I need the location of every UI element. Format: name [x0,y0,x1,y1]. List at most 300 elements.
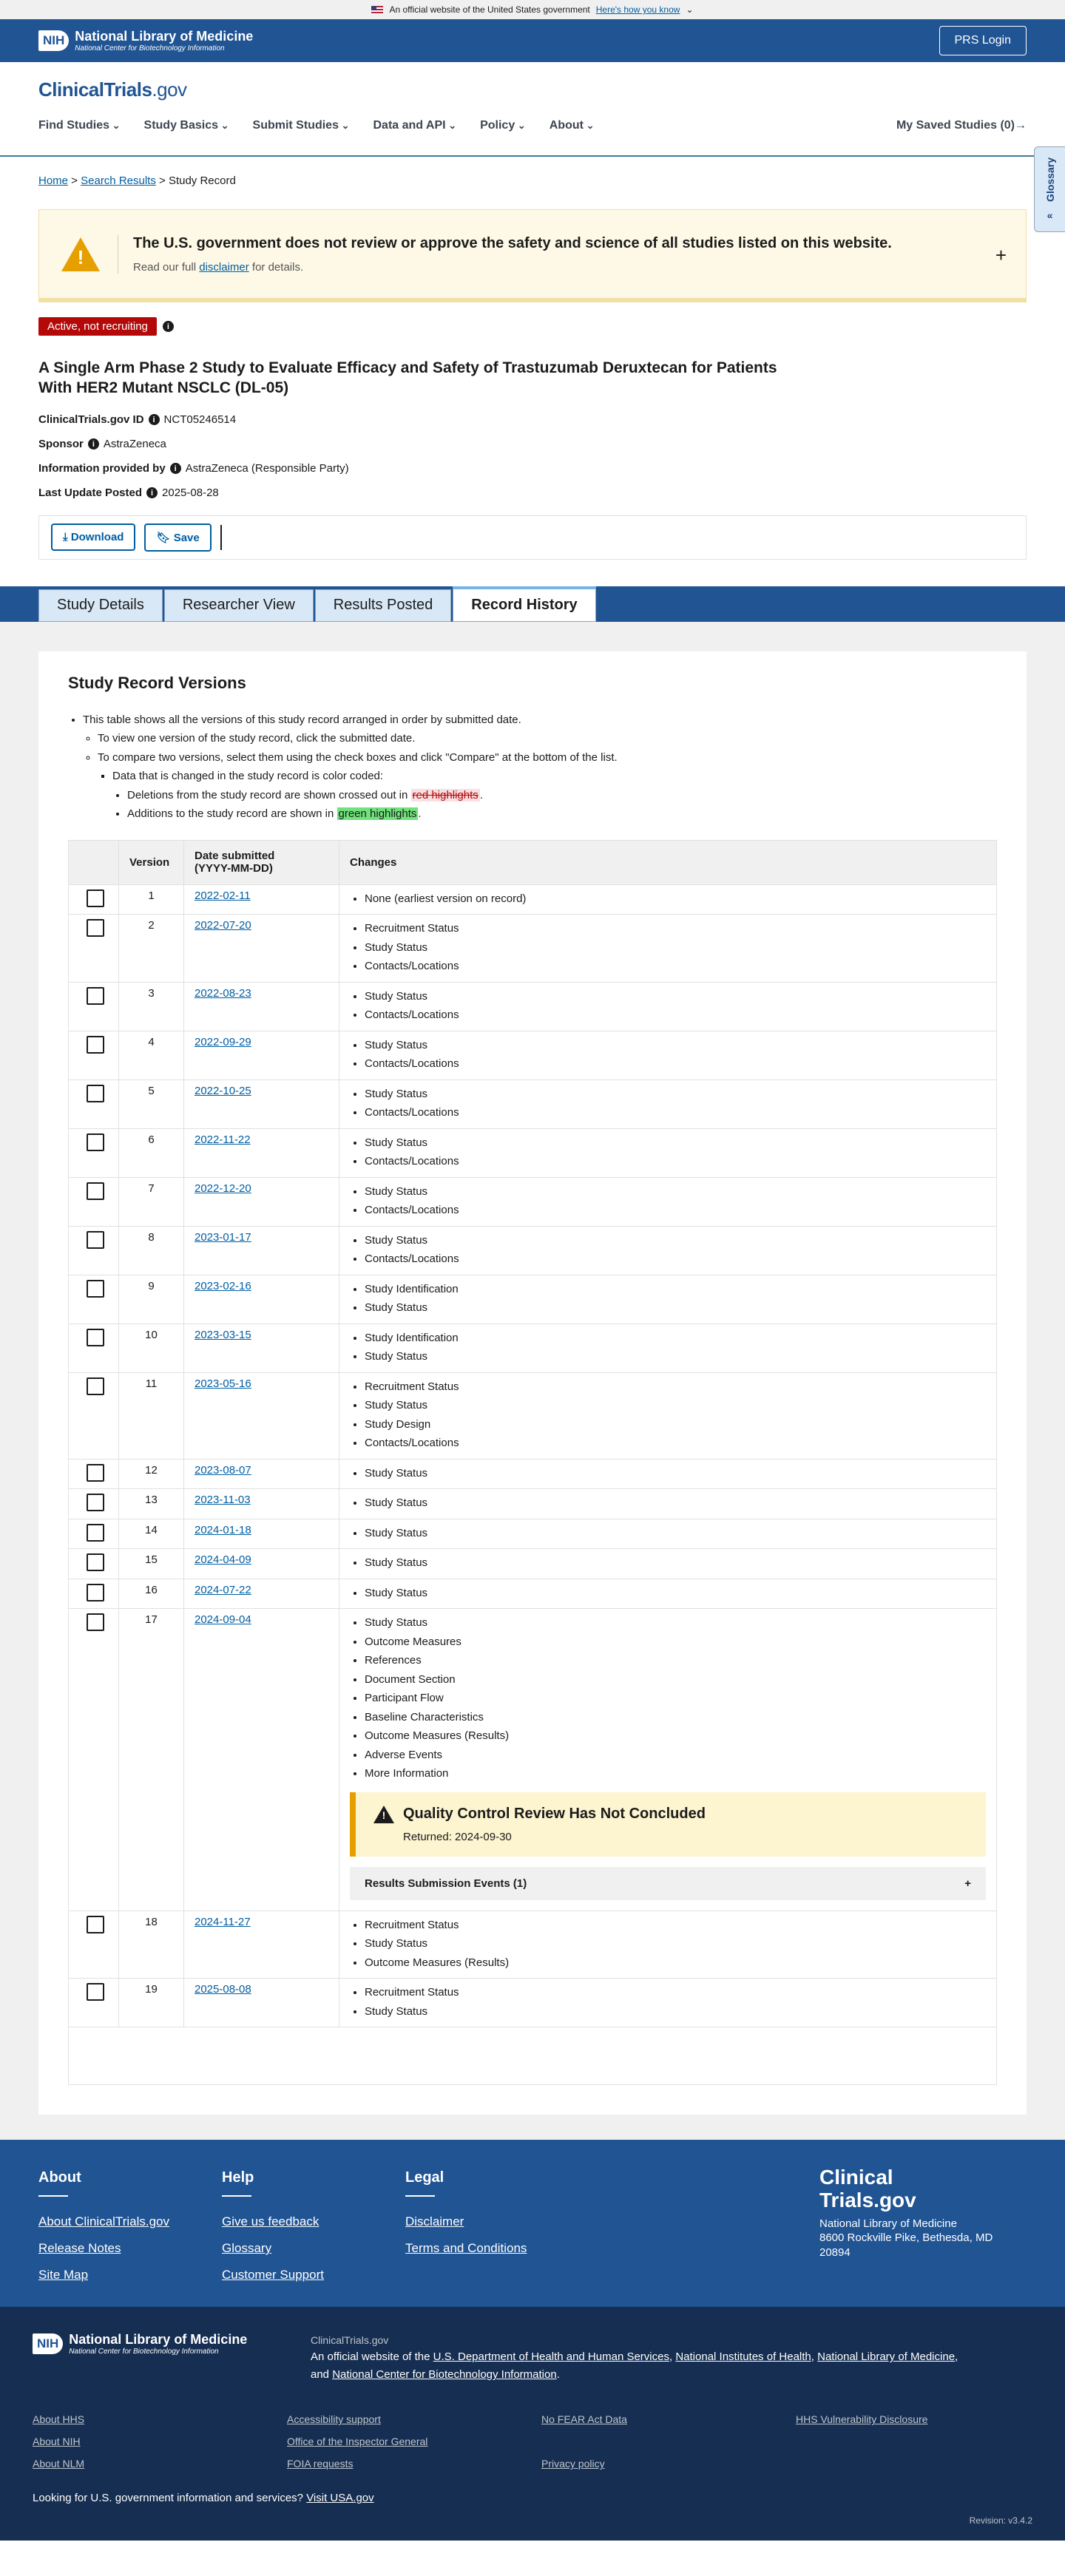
version-number: 9 [119,1275,184,1323]
change-item: • Outcome Measures (Results) [365,1953,986,1973]
footer-official-info: ClinicalTrials.gov An official website of the U.S. Department of Health and Human Services, National Institutes of Health, National Library of Medicine, and National Center for Biotechnology Information. [311,2334,958,2382]
date-cell [184,1275,339,1323]
changes-cell [339,884,997,915]
breadcrumb-search-results[interactable]: Search Results [81,174,156,187]
sponsor-label: Sponsor [38,437,84,450]
select-cell [69,982,119,1031]
disclaimer-link[interactable]: disclaimer [199,260,249,274]
changes-cell [339,1372,997,1459]
col-changes: Changes [339,840,997,884]
footer-link[interactable]: Glossary [222,2241,272,2256]
version-date-link[interactable]: 2023-08-07 [195,1463,251,1477]
compare-checkbox[interactable] [87,1085,104,1102]
version-number: 17 [119,1609,184,1911]
change-item: • Outcome Measures (Results) [365,1726,986,1746]
change-item: • Document Section [365,1670,986,1689]
select-cell [69,1519,119,1549]
date-cell [184,1128,339,1177]
select-cell [69,1459,119,1489]
change-item: • Recruitment Status [365,919,986,938]
date-cell [184,1323,339,1372]
date-cell [184,1579,339,1609]
compare-checkbox[interactable] [87,1377,104,1395]
select-cell [69,1579,119,1609]
compare-checkbox[interactable] [87,1329,104,1346]
version-number: 13 [119,1489,184,1519]
ncbi-name: National Center for Biotechnology Information [75,44,225,52]
compare-checkbox[interactable] [87,1133,104,1151]
footer-nih-logo[interactable]: NIH National Library of Medicine National Center for Biotechnology Information [33,2332,274,2356]
date-cell [184,1519,339,1549]
footer-gov-link[interactable]: FOIA requests [287,2458,354,2470]
date-cell [184,1979,339,2027]
changes-cell [339,1275,997,1323]
info-icon[interactable]: i [88,438,99,450]
action-bar [38,515,1027,560]
footer-logo-line: Clinical [819,2166,893,2189]
version-date-link[interactable]: 2024-04-09 [195,1553,251,1567]
date-cell [184,1459,339,1489]
table-row [69,1979,997,2027]
date-cell [184,1372,339,1459]
select-cell [69,1911,119,1979]
select-cell [69,1177,119,1226]
instruction-item: ▪ Data that is changed in the study record is color coded: [112,767,997,786]
compare-checkbox[interactable] [87,1613,104,1631]
col-version: Version [119,840,184,884]
version-date-link[interactable]: 2024-09-04 [195,1613,251,1627]
footer-link[interactable]: Give us feedback [222,2214,320,2229]
instruction-item: ◦ To compare two versions, select them using the check boxes and click "Compare" at the bottom of the list. [98,748,997,767]
table-row [69,884,997,915]
change-item: • Contacts/Locations [365,957,986,976]
table-row [69,982,997,1031]
nav-study-basics[interactable]: Study Basics ⌄ [144,119,229,132]
change-item: • Study Status [365,1464,986,1483]
date-cell [184,1226,339,1275]
footer-heading: Legal [405,2169,589,2197]
table-row [69,1275,997,1323]
table-row [69,1489,997,1519]
select-cell [69,1031,119,1079]
version-date-link[interactable]: 2022-09-29 [195,1035,251,1048]
footer-org: National Library of Medicine [819,2217,957,2230]
change-item: • Study Status [365,1182,986,1201]
change-item: • Contacts/Locations [365,1054,986,1074]
versions-instructions [68,711,997,824]
nav-submit-studies[interactable]: Submit Studies ⌄ [253,119,350,132]
disclaimer-title: The U.S. government does not review or approve the safety and science of all studies listed on this website. [133,234,892,251]
version-date-link[interactable]: 2024-01-18 [195,1523,251,1536]
col-select [69,840,119,884]
change-item: • Baseline Characteristics [365,1708,986,1727]
tab-record-history[interactable]: Record History [453,586,595,622]
change-item: • Study Status [365,1231,986,1250]
footer-gov-link[interactable]: About NLM [33,2458,85,2470]
qc-returned: Returned: 2024-09-30 [403,1830,512,1843]
disclaimer-alert [38,209,1027,302]
change-item: • Study Status [365,2002,986,2021]
version-date-link[interactable]: 2023-05-16 [195,1377,251,1390]
footer-legal [405,2169,589,2277]
version-number: 7 [119,1177,184,1226]
info-provided-label: Information provided by [38,461,166,475]
changes-cell [339,1031,997,1079]
footer-gov-links [33,2413,1032,2470]
change-item: • Contacts/Locations [365,1434,986,1453]
breadcrumb: Home > Search Results > Study Record [38,174,236,187]
date-cell [184,1079,339,1128]
status-badge: Active, not recruiting [38,317,157,336]
versions-panel [38,651,1027,2115]
change-item: • Study Status [365,1934,986,1953]
versions-heading: Study Record Versions [68,673,246,692]
version-number: 18 [119,1911,184,1979]
compare-checkbox[interactable] [87,1553,104,1571]
version-number: 15 [119,1549,184,1579]
version-number: 1 [119,884,184,915]
nav-data-api[interactable]: Data and API ⌄ [373,119,456,132]
change-item: • None (earliest version on record) [365,889,986,909]
select-cell [69,915,119,983]
table-row [69,1372,997,1459]
id-label: ClinicalTrials.gov ID [38,413,144,426]
select-cell [69,884,119,915]
version-number: 19 [119,1979,184,2027]
nih-logo-mark: NIH [38,30,69,51]
table-row [69,1079,997,1128]
footer-gov-link[interactable]: Accessibility support [287,2413,381,2426]
changes-cell [339,982,997,1031]
version-date-link[interactable]: 2022-12-20 [195,1182,251,1195]
changes-cell [339,1911,997,1979]
version-number: 5 [119,1079,184,1128]
version-number: 6 [119,1128,184,1177]
version-date-link[interactable]: 2022-11-22 [195,1133,251,1146]
change-item: • Study Identification [365,1280,986,1299]
compare-checkbox[interactable] [87,889,104,907]
qc-alert [350,1792,986,1857]
change-item: • Study Status [365,1133,986,1153]
change-item: • Study Identification [365,1329,986,1348]
download-icon: ⤓ [63,531,68,544]
changes-cell [339,1609,997,1911]
footer-help [222,2169,405,2282]
change-item: • Participant Flow [365,1689,986,1708]
last-update-value: 2025-08-28 [162,486,219,499]
changes-cell [339,1489,997,1519]
footer-gov-link[interactable]: Privacy policy [541,2458,605,2470]
change-item: • Study Status [365,1396,986,1415]
table-row [69,1128,997,1177]
version-number: 4 [119,1031,184,1079]
date-cell [184,1549,339,1579]
date-cell [184,1177,339,1226]
select-cell [69,1549,119,1579]
compare-checkbox[interactable] [87,919,104,937]
chevron-down-icon: ⌄ [686,4,694,15]
footer-heading: About [38,2169,222,2197]
footer-link[interactable]: Disclaimer [405,2214,464,2229]
info-icon[interactable]: i [146,487,158,498]
info-icon[interactable]: i [163,321,174,332]
date-cell [184,1609,339,1911]
save-button[interactable]: 🔖︎ Save [144,523,211,552]
disclaimer-text-end: for details. [251,260,304,274]
glossary-tab[interactable] [1034,146,1065,232]
rse-label: Results Submission Events (1) [365,1877,527,1890]
changes-cell [339,1519,997,1549]
change-item: • References [365,1651,986,1670]
double-chevron-left-icon: « [1047,209,1053,221]
info-provided-value: AstraZeneca (Responsible Party) [185,461,349,475]
footer-about [38,2169,222,2282]
compare-checkbox[interactable] [87,1494,104,1511]
compare-checkbox[interactable] [87,1036,104,1054]
changes-cell [339,1128,997,1177]
divider [220,525,222,550]
additions-legend: • Additions to the study record are shown in green highlights . [127,804,997,824]
compare-checkbox[interactable] [87,1983,104,2001]
change-item: • Contacts/Locations [365,1152,986,1171]
status-row [38,317,1027,336]
prs-login-button[interactable]: PRS Login [939,26,1027,55]
select-cell [69,1079,119,1128]
change-item: • Study Status [365,1553,986,1573]
change-item: • Study Status [365,1613,986,1633]
compare-checkbox[interactable] [87,1231,104,1249]
gov-banner [0,0,1065,19]
change-item: • Recruitment Status [365,1916,986,1935]
version-number: 16 [119,1579,184,1609]
results-submission-events[interactable] [350,1867,986,1900]
record-history-section [0,622,1065,2141]
table-row [69,1609,997,1911]
change-item: • Recruitment Status [365,1983,986,2002]
usa-gov-line: Looking for U.S. government information and services? Visit USA.gov [33,2492,374,2505]
compare-checkbox[interactable] [87,1182,104,1200]
table-row [69,1519,997,1549]
info-icon[interactable]: i [170,463,181,474]
saved-studies-link[interactable]: My Saved Studies (0)→ [896,119,1027,132]
change-item: • Study Design [365,1415,986,1434]
nlm-link[interactable]: National Library of Medicine [817,2350,956,2364]
changes-cell [339,1177,997,1226]
changes-cell [339,1549,997,1579]
col-date: Date submitted (YYYY-MM-DD) [184,840,339,884]
date-cell [184,884,339,915]
change-item: • Outcome Measures [365,1633,986,1652]
version-number: 11 [119,1372,184,1459]
footer-gov-link[interactable]: Office of the Inspector General [287,2436,428,2448]
nih-header [0,19,1065,62]
changes-cell [339,1979,997,2027]
footer-gov-link[interactable]: About NIH [33,2436,81,2448]
changes-cell [339,1079,997,1128]
change-item: • Contacts/Locations [365,1201,986,1220]
nlm-name: National Library of Medicine [75,29,254,44]
expand-plus-icon[interactable]: + [964,1877,971,1890]
table-row [69,1549,997,1579]
version-date-link[interactable]: 2023-11-03 [195,1494,251,1507]
select-cell [69,1979,119,2027]
footer-link[interactable]: Site Map [38,2268,89,2282]
select-cell [69,1128,119,1177]
footer-address: 8600 Rockville Pike, Bethesda, MD 20894 [819,2231,993,2259]
disclaimer-text: Read our full [133,260,197,274]
breadcrumb-home[interactable]: Home [38,174,69,187]
clinicaltrials-logo[interactable]: ClinicalTrials.gov [38,78,187,101]
main-nav [38,119,1027,132]
last-update-label: Last Update Posted [38,486,143,499]
changes-cell [339,915,997,983]
version-date-link[interactable]: 2022-10-25 [195,1084,251,1097]
qc-title: Quality Control Review Has Not Concluded [403,1806,706,1823]
date-cell [184,1031,339,1079]
version-date-link[interactable]: 2024-07-22 [195,1583,251,1596]
select-cell [69,1609,119,1911]
change-item: • Study Status [365,1524,986,1543]
change-item: • Contacts/Locations [365,1250,986,1269]
table-row [69,1031,997,1079]
nav-about[interactable]: About ⌄ [550,119,595,132]
hhs-link[interactable]: U.S. Department of Health and Human Services [433,2350,669,2364]
footer-brand [819,2166,1012,2260]
change-item: • Adverse Events [365,1746,986,1765]
change-item: • Study Status [365,1298,986,1318]
date-cell [184,1911,339,1979]
instruction-item: • This table shows all the versions of this study record arranged in order by submitted date. [83,711,997,730]
select-cell [69,1489,119,1519]
change-item: • More Information [365,1764,986,1783]
change-item: • Contacts/Locations [365,1103,986,1122]
version-number: 8 [119,1226,184,1275]
change-item: • Recruitment Status [365,1377,986,1397]
select-cell [69,1323,119,1372]
download-button[interactable]: ⤓ Download [51,523,135,551]
version-date-link[interactable]: 2024-11-27 [195,1915,251,1928]
glossary-label: Glossary [1044,157,1056,202]
version-date-link[interactable]: 2022-02-11 [195,889,251,902]
select-cell [69,1372,119,1459]
footer-link[interactable]: Release Notes [38,2241,121,2256]
footer-heading: Help [222,2169,405,2197]
table-row [69,1579,997,1609]
change-item: • Study Status [365,1494,986,1513]
footer-gov-link[interactable]: About HHS [33,2413,85,2426]
changes-cell [339,1579,997,1609]
version-date-link[interactable]: 2022-08-23 [195,986,251,1000]
version-number: 2 [119,915,184,983]
compare-checkbox[interactable] [87,1584,104,1601]
instruction-item: ◦ To view one version of the study record, click the submitted date. [98,729,997,748]
study-tabs [0,586,1065,622]
versions-table [68,840,997,2086]
version-date-link[interactable]: 2023-02-16 [195,1279,251,1292]
date-cell [184,1489,339,1519]
footer-gov-link[interactable]: No FEAR Act Data [541,2413,627,2426]
table-row [69,1911,997,1979]
site-footer [0,2140,1065,2541]
table-row [69,915,997,983]
gov-banner-text: An official website of the United States government [389,4,590,15]
nih-logo[interactable] [38,29,253,52]
version-number: 14 [119,1519,184,1549]
usa-gov-link[interactable]: Visit USA.gov [306,2492,374,2505]
version-date-link[interactable]: 2023-01-17 [195,1230,251,1244]
breadcrumb-current: Study Record [168,174,236,187]
version-date-link[interactable]: 2023-03-15 [195,1328,251,1341]
study-meta [38,413,1027,499]
warning-icon: ! [61,237,100,271]
select-cell [69,1226,119,1275]
table-row [69,1459,997,1489]
footer-link[interactable]: About ClinicalTrials.gov [38,2214,169,2229]
table-footer-row [69,2027,997,2085]
version-number: 10 [119,1323,184,1372]
site-masthead [0,62,1065,157]
change-item: • Study Status [365,938,986,957]
sponsor-value: AstraZeneca [103,437,166,450]
compare-checkbox[interactable] [87,1280,104,1298]
change-item: • Contacts/Locations [365,1006,986,1025]
version-date-link[interactable]: 2025-08-08 [195,1983,251,1996]
table-row [69,1323,997,1372]
nav-policy[interactable]: Policy ⌄ [480,119,526,132]
info-icon[interactable]: i [149,414,160,425]
version-number: 3 [119,982,184,1031]
footer-link[interactable]: Customer Support [222,2268,324,2282]
change-item: • Study Status [365,1584,986,1603]
nav-find-studies[interactable]: Find Studies ⌄ [38,119,121,132]
nih-link[interactable]: National Institutes of Health [675,2350,811,2364]
compare-checkbox[interactable] [87,1916,104,1933]
change-item: • Study Status [365,1036,986,1055]
footer-gov-link[interactable]: HHS Vulnerability Disclosure [796,2413,928,2426]
deletions-legend: • Deletions from the study record are shown crossed out in red highlights . [127,786,997,805]
version-date-link[interactable]: 2022-07-20 [195,919,251,932]
table-row [69,1177,997,1226]
change-item: • Study Status [365,1347,986,1366]
changes-cell [339,1323,997,1372]
us-flag-icon [371,6,383,14]
date-cell [184,915,339,983]
tab-results-posted[interactable]: Results Posted [315,589,452,622]
changes-cell [339,1226,997,1275]
changes-cell [339,1459,997,1489]
table-row [69,1226,997,1275]
revision: Revision: v3.4.2 [969,2515,1032,2526]
compare-checkbox[interactable] [87,987,104,1005]
footer-logo-line: Trials.gov [819,2188,916,2211]
footer-link[interactable]: Terms and Conditions [405,2241,527,2256]
compare-checkbox[interactable] [87,1524,104,1542]
change-item: • Study Status [365,987,986,1006]
warning-icon: ! [373,1806,394,1823]
tab-study-details[interactable]: Study Details [38,589,163,622]
tab-researcher-view[interactable]: Researcher View [164,589,314,622]
version-number: 12 [119,1459,184,1489]
change-item: • Study Status [365,1085,986,1104]
study-title: A Single Arm Phase 2 Study to Evaluate Efficacy and Safety of Trastuzumab Deruxtecan for Patients With HER2 Mutant NSCLC (DL-05) [38,359,777,397]
nct-id: NCT05246514 [163,413,237,426]
expand-plus-icon[interactable]: + [995,244,1007,266]
ncbi-link[interactable]: National Center for Biotechnology Information [332,2368,557,2382]
date-cell [184,982,339,1031]
bookmark-icon: 🔖︎ [156,531,171,544]
how-you-know-link[interactable]: Here's how you know [595,4,680,15]
compare-checkbox[interactable] [87,1464,104,1482]
